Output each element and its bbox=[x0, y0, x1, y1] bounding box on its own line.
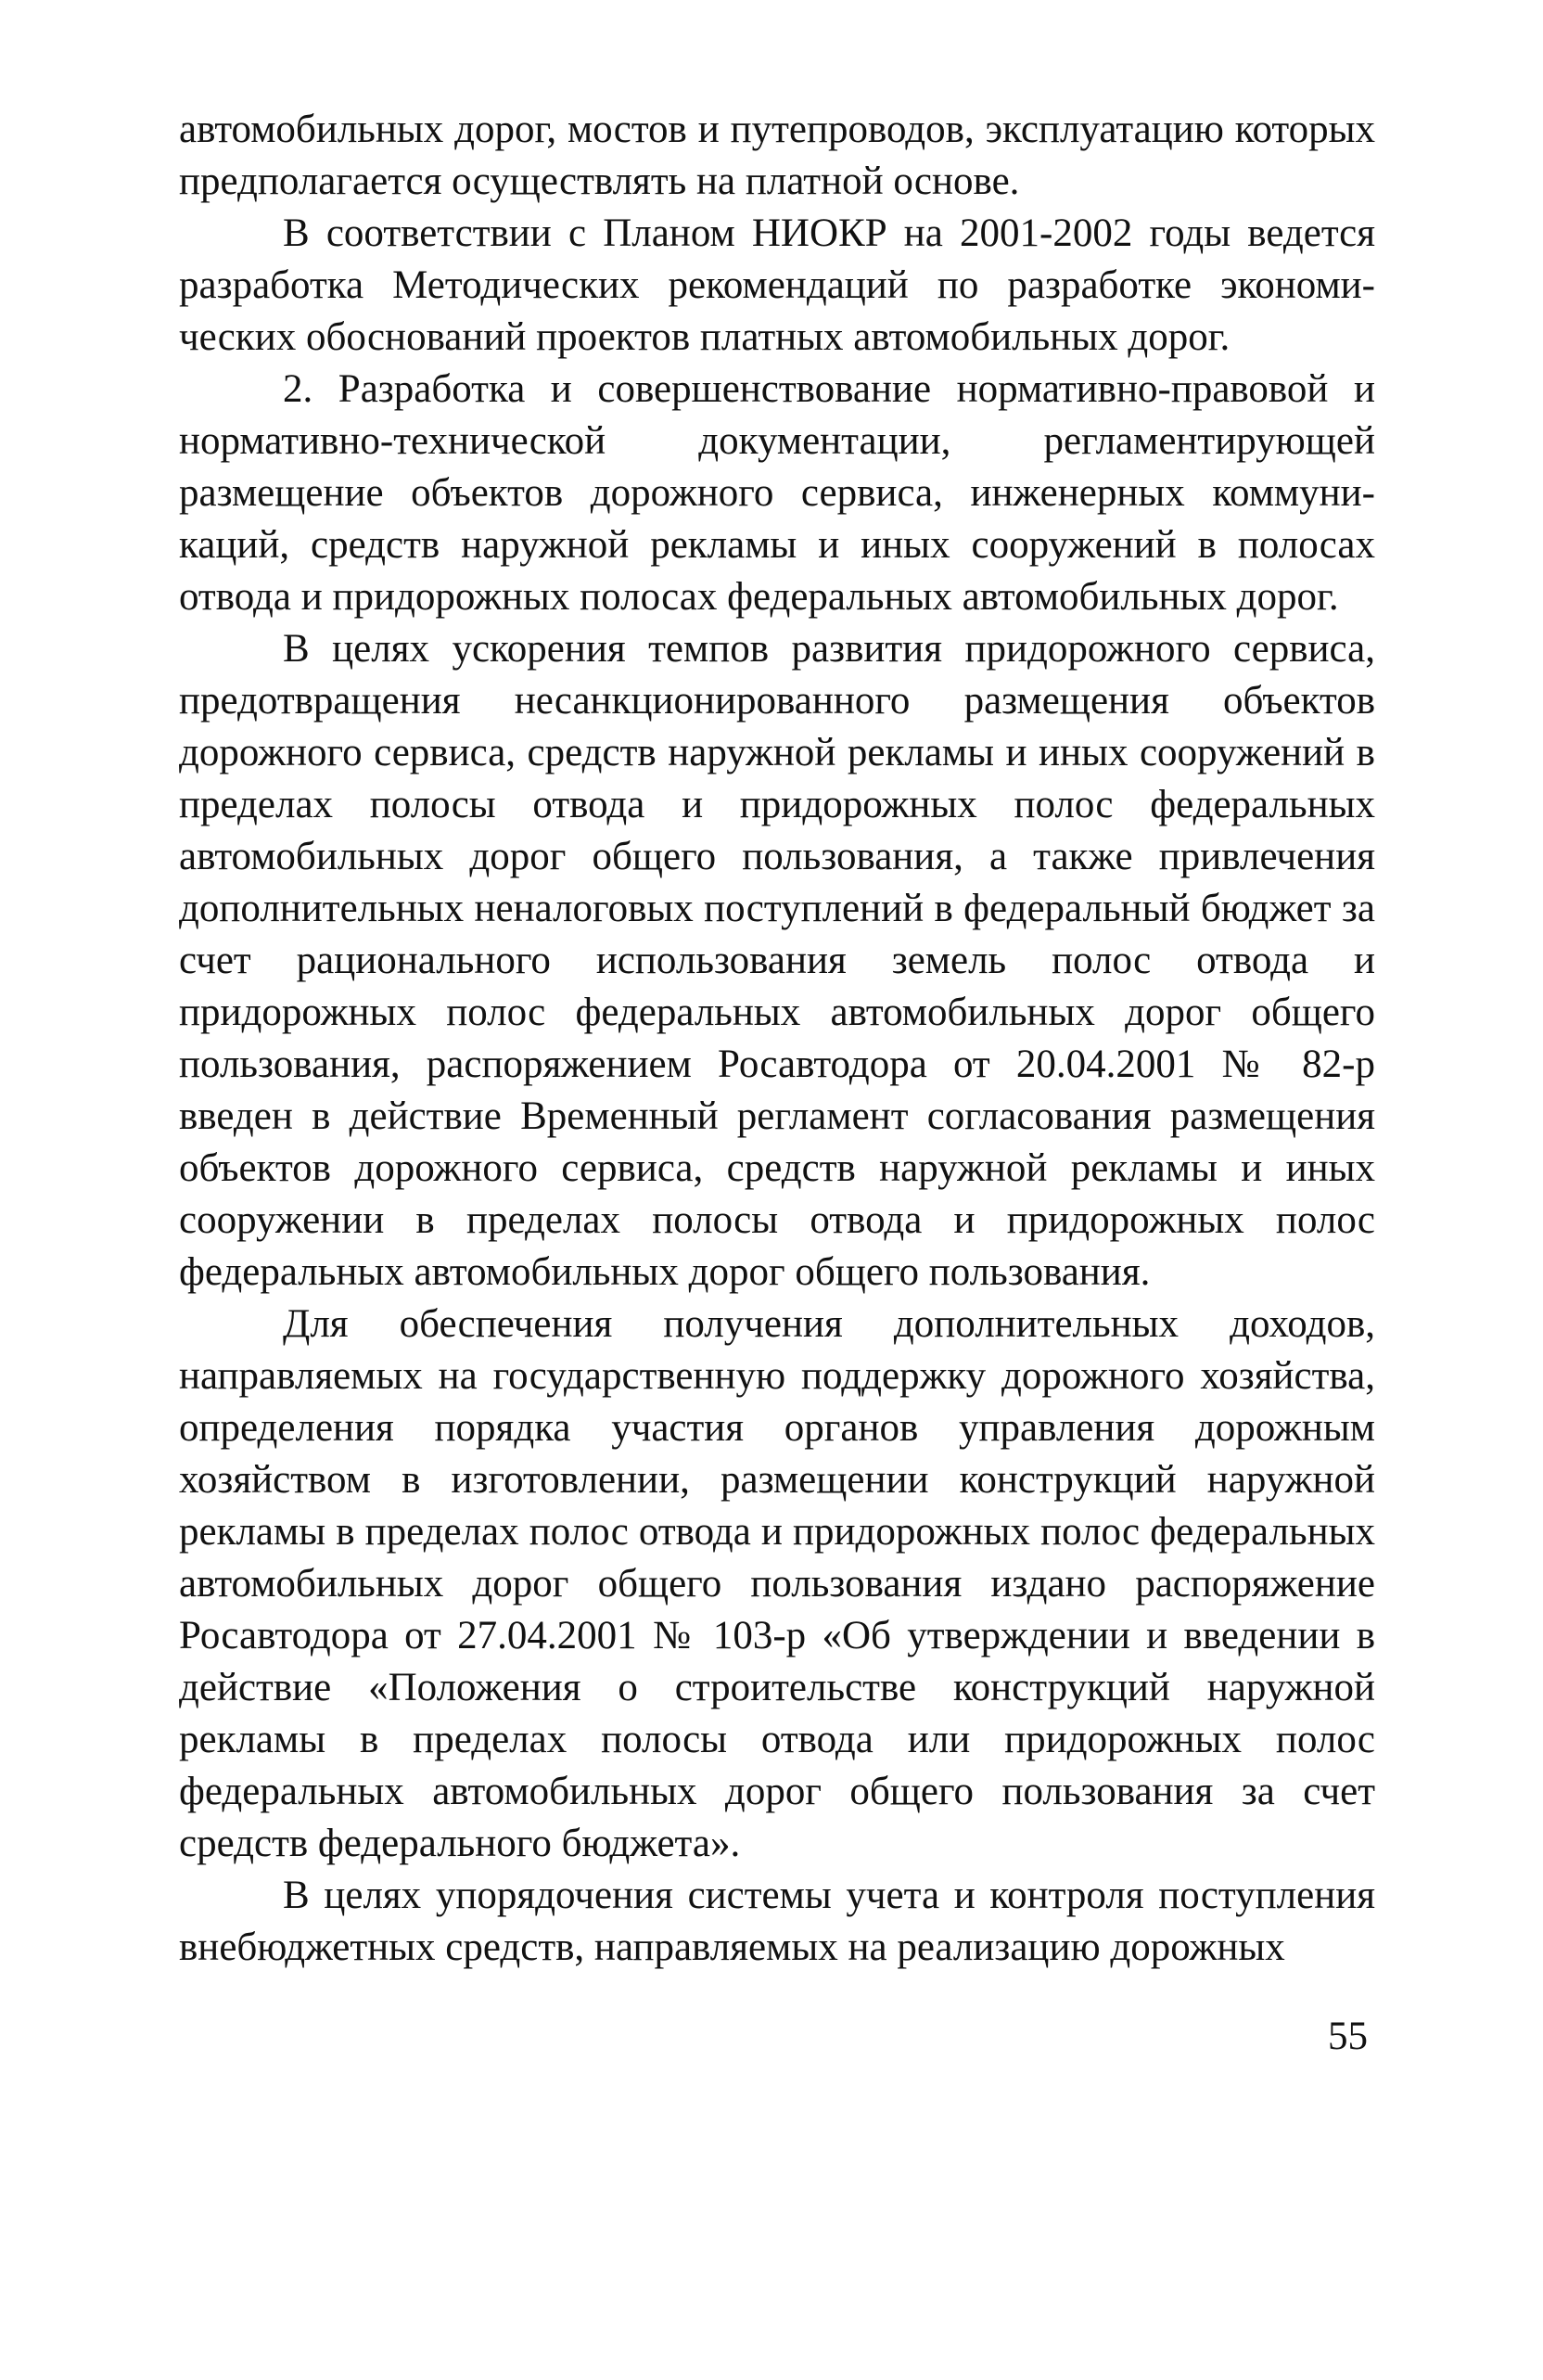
paragraph-continuation: автомобильных дорог, мостов и путепроводов, эксплуатацию которых предполагается осуществлять на платной основе. bbox=[179, 108, 1375, 203]
paragraph-additional-income: Для обеспечения получения дополнительных доходов, направляемых на государственную поддержку дорожного хозяйства, определения порядка участия органов управления дорожным хозяйством в изготовлении, размещении конструкций наружной рекламы в пределах полос отвода и придорожных полос федеральных автомобильных дорог общего пользования издано распоряжение Росавтодора от 27.04.2001 № 103-р «Об утверждении и введении в действие «Положения о строительстве конструкций наружной рекламы в пределах полосы отвода или придорожных полос федеральных автомобильных дорог общего пользования за счет средств федерального бюджета». bbox=[179, 1302, 1375, 1865]
paragraph-accounting-system: В целях упорядочения системы учета и контроля поступления внебюджетных средств, направляемых на реализацию дорожных bbox=[179, 1874, 1375, 1969]
paragraph-item-2: 2. Разработка и совершенствование нормативно-правовой и нормативно-технической документации, регламентирующей размещение объектов дорожного сервиса, инженерных коммуникаций, средств наружной рекламы и иных сооружений в полосах отвода и придорожных полосах федеральных автомобильных дорог. bbox=[179, 367, 1375, 619]
page-number: 55 bbox=[1328, 2015, 1368, 2058]
paragraph-roadside-service: В целях ускорения темпов развития придорожного сервиса, предотвращения несанкционированного размещения объектов дорожного сервиса, средств наружной рекламы и иных сооружений в пределах полосы отвода и придорожных полос федеральных автомобильных дорог общего пользования, а также привлечения дополнительных неналоговых поступлений в федеральный бюджет за счет рационального использования земель полос отвода и придорожных полос федеральных автомобильных дорог общего пользования, распоряжением Росавтодора от 20.04.2001 № 82-р введен в действие Временный регламент согласования размещения объектов дорожного сервиса, средств наружной рекламы и иных сооружении в пределах полосы отвода и придорожных полос федеральных автомобильных дорог общего пользования. bbox=[179, 627, 1375, 1294]
paragraph-niokr-plan: В соответствии с Планом НИОКР на 2001-2002 годы ведется разработка Методических рекомендаций по разработке экономических обоснований проектов платных автомобильных дорог. bbox=[179, 211, 1375, 359]
page-body bbox=[179, 104, 1375, 1974]
